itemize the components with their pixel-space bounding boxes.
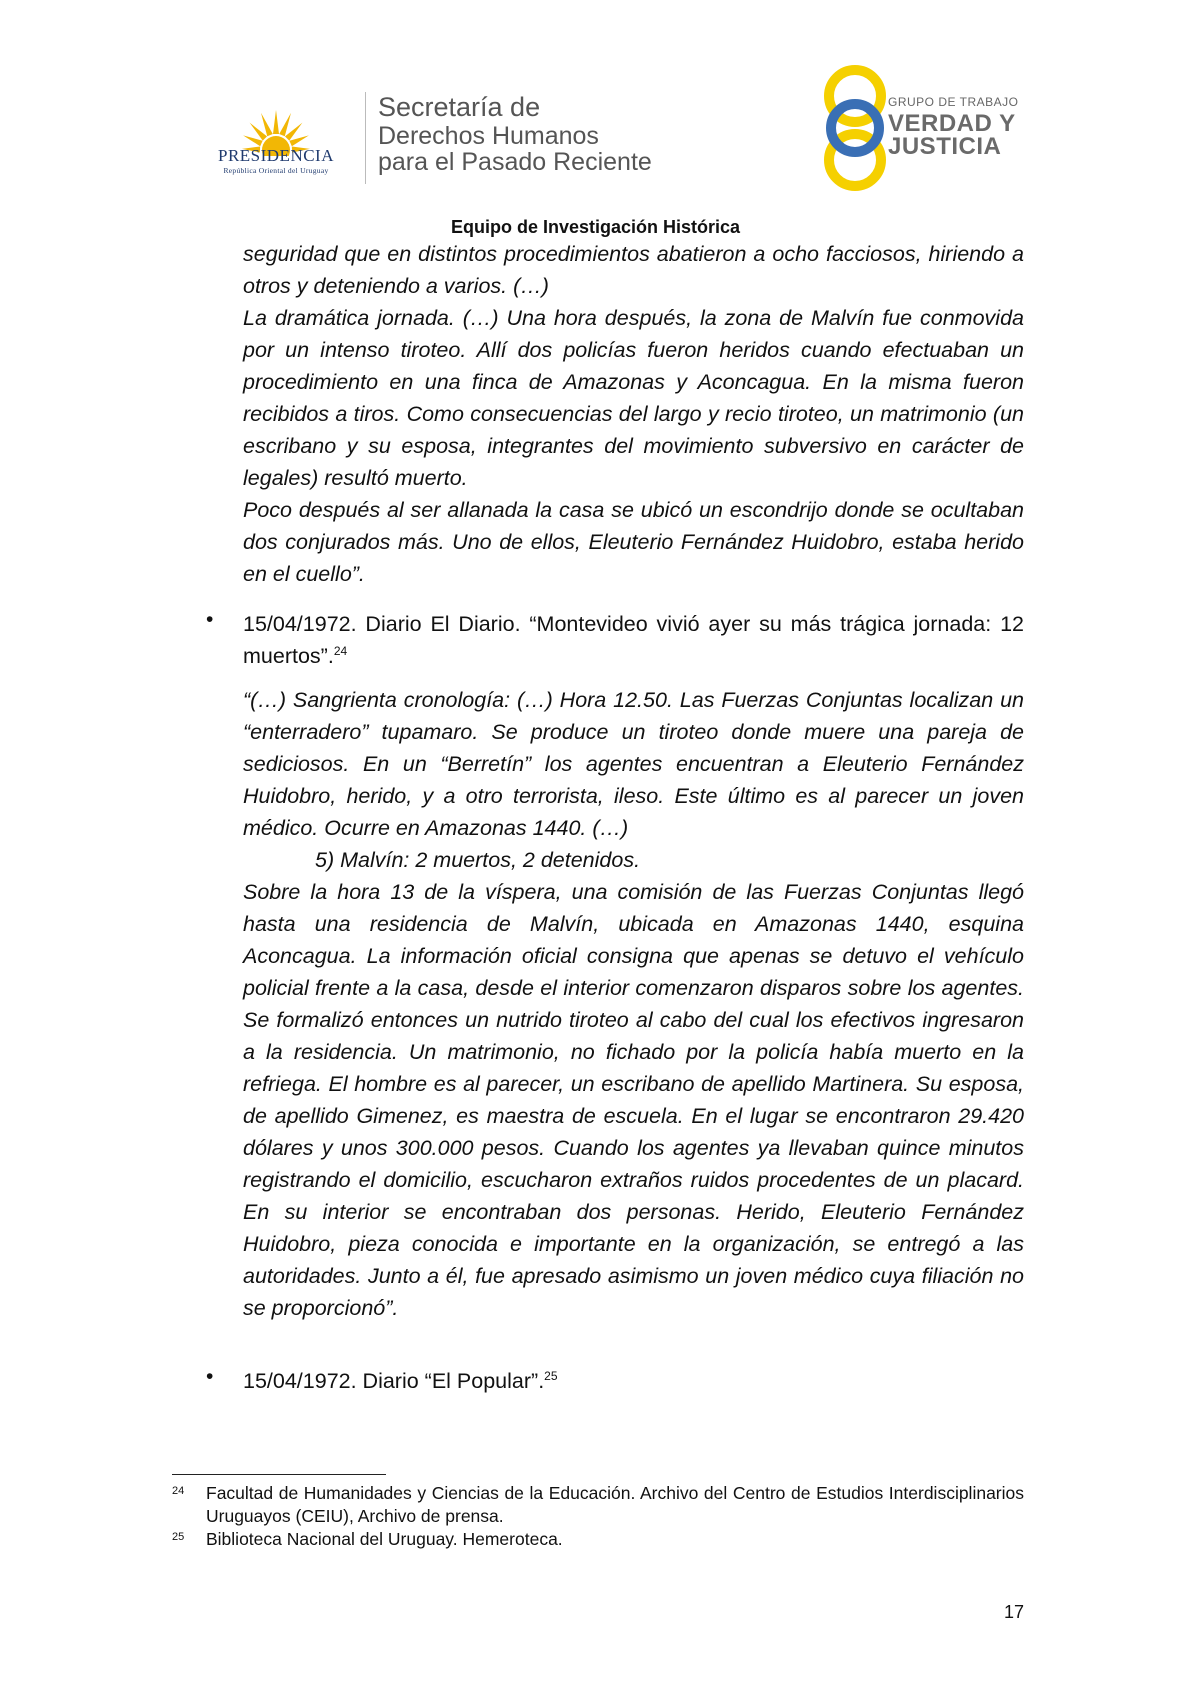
footnote-ref: 25 — [544, 1368, 558, 1383]
bullet2-text: 15/04/1972. Diario “El Popular”. — [243, 1369, 545, 1393]
quote1-paragraph: La dramática jornada. (…) Una hora después, la zona de Malvín fue conmovida por un intenso tiroteo. Allí dos policías fueron heridos cuando efectuaban un procedimiento en una finca de Amazonas y Aconcagua. En la misma fueron recibidos a tiros. Como consecuencias del largo y recio tiroteo, un matrimonio (un escribano y su esposa, integrantes del movimiento subversivo en carácter de legales) resultó muerto. — [243, 306, 1024, 490]
bullet1-text: 15/04/1972. Diario El Diario. “Montevideo vivió ayer su más trágica jornada: 12 muertos”. — [243, 612, 1024, 668]
quote2-subheading: 5) Malvín: 2 muertos, 2 detenidos. — [315, 848, 641, 872]
team-title: Equipo de Investigación Histórica — [450, 217, 741, 237]
quote1-paragraph: Poco después al ser allanada la casa se ubicó un escondrijo donde se ocultaban dos conjurados más. Uno de ellos, Eleuterio Fernández Huidobro, estaba herido en el cuello”. — [243, 498, 1024, 586]
page-number: 17 — [1004, 1602, 1025, 1622]
secretaria-line2: Derechos Humanos — [378, 122, 599, 150]
quote2-paragraph: Sobre la hora 13 de la víspera, una comisión de las Fuerzas Conjuntas llegó hasta una residencia de Malvín, ubicada en Amazonas 1440, esquina Aconcagua. La información oficial consigna que apenas se detuvo el vehículo policial frente a la casa, desde el interior comenzaron disparos sobre los agentes. Se formalizó entonces un nutrido tiroteo al cabo del cual los efectivos ingresaron a la residencia. Un matrimonio, no fichado por la policía había muerto en la refriega. El hombre es al parecer, un escribano de apellido Martinera. Su esposa, de apellido Gimenez, es maestra de escuela. En el lugar se encontraron 29.420 dólares y unos 300.000 pesos. Cuando los agentes ya llevaban quince minutos registrando el domicilio, escucharon extraños ruidos procedentes de un placard. En su interior se encontraban dos personas. Herido, Eleuterio Fernández Huidobro, pieza conocida e importante en la organización, se entregó a las autoridades. Junto a él, fue apresado asimismo un joven médico cuya filiación no se proporcionó”. — [243, 880, 1024, 1320]
footnote-number: 24 — [172, 1485, 185, 1497]
secretaria-line3: para el Pasado Reciente — [378, 148, 652, 176]
quote-block-2 — [243, 684, 1024, 1324]
verdad-justicia-rings-logo — [815, 62, 895, 192]
footnote-separator — [172, 1474, 386, 1475]
presidencia-sun-logo — [196, 82, 356, 192]
footnote-ref: 24 — [333, 643, 348, 658]
justicia-label: JUSTICIA — [888, 133, 1002, 160]
secretaria-line1: Secretaría de — [378, 92, 541, 122]
footnote-number: 25 — [172, 1531, 185, 1543]
presidencia-sublabel: República Oriental del Uruguay — [223, 166, 329, 175]
footnote-text: Facultad de Humanidades y Ciencias de la Educación. Archivo del Centro de Estudios Interdisciplinarios Uruguayos (CEIU), Archivo de prensa. — [206, 1483, 1024, 1526]
bullet-marker: • — [206, 608, 214, 631]
quote2-paragraph: “(…) Sangrienta cronología: (…) Hora 12.50. Las Fuerzas Conjuntas localizan un “enterradero” tupamaro. Se produce un tiroteo donde muere una pareja de sediciosos. En un “Berretín” los agentes encuentran a Eleuterio Fernández Huidobro, herido, y a otro terrorista, ileso. Este último es al parecer un joven médico. Ocurre en Amazonas 1440. (…) — [243, 688, 1024, 840]
bullet-item-1 — [243, 608, 1024, 672]
grupo-trabajo-label: GRUPO DE TRABAJO — [888, 95, 1019, 109]
footnote-25 — [172, 1528, 1024, 1551]
quote-block-1 — [243, 238, 1024, 590]
footnote-24 — [172, 1482, 1024, 1528]
footnote-text: Biblioteca Nacional del Uruguay. Hemeroteca. — [206, 1529, 563, 1549]
verdad-label: VERDAD Y — [888, 110, 1016, 137]
bullet-marker: • — [206, 1365, 214, 1388]
bullet-item-2 — [243, 1365, 1024, 1397]
quote1-paragraph: seguridad que en distintos procedimientos abatieron a ocho facciosos, hiriendo a otros y deteniendo a varios. (…) — [243, 242, 1024, 298]
header-divider — [365, 92, 366, 184]
presidencia-label: PRESIDENCIA — [217, 146, 334, 165]
